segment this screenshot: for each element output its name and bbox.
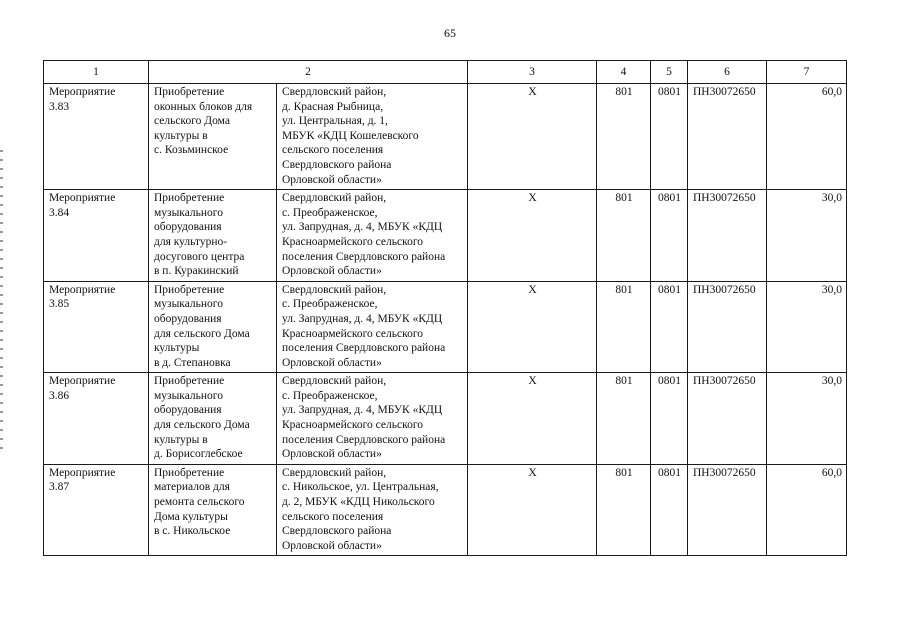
event-cell: Мероприятие 3.84 bbox=[44, 190, 149, 282]
col3-cell: Х bbox=[468, 464, 597, 556]
col6-cell: ПН30072650 bbox=[688, 281, 767, 373]
description-cell: Приобретение материалов для ремонта сельского Дома культуры в с. Никольское bbox=[149, 464, 277, 556]
address-cell: Свердловский район, д. Красная Рыбница, ул. Центральная, д. 1, МБУК «КДЦ Кошелевского сельского поселения Свердловского района Орловской области» bbox=[277, 84, 468, 190]
col4-cell: 801 bbox=[597, 281, 651, 373]
col7-cell: 30,0 bbox=[767, 190, 847, 282]
table-row bbox=[44, 464, 847, 556]
col3-cell: Х bbox=[468, 373, 597, 465]
header-col-7: 7 bbox=[767, 61, 847, 84]
table-header-row bbox=[44, 61, 847, 84]
col4-cell: 801 bbox=[597, 464, 651, 556]
address-cell: Свердловский район, с. Преображенское, ул. Запрудная, д. 4, МБУК «КДЦ Красноармейского сельского поселения Свердловского района Орловской области» bbox=[277, 190, 468, 282]
col5-cell: 0801 bbox=[651, 281, 688, 373]
col7-cell: 30,0 bbox=[767, 281, 847, 373]
col6-cell: ПН30072650 bbox=[688, 464, 767, 556]
table-row bbox=[44, 190, 847, 282]
header-col-5: 5 bbox=[651, 61, 688, 84]
table-row bbox=[44, 281, 847, 373]
col4-cell: 801 bbox=[597, 190, 651, 282]
col3-cell: Х bbox=[468, 281, 597, 373]
address-cell: Свердловский район, с. Преображенское, ул. Запрудная, д. 4, МБУК «КДЦ Красноармейского сельского поселения Свердловского района Орловской области» bbox=[277, 373, 468, 465]
col7-cell: 30,0 bbox=[767, 373, 847, 465]
table-row bbox=[44, 84, 847, 190]
event-cell: Мероприятие 3.85 bbox=[44, 281, 149, 373]
col7-cell: 60,0 bbox=[767, 84, 847, 190]
header-col-4: 4 bbox=[597, 61, 651, 84]
col6-cell: ПН30072650 bbox=[688, 84, 767, 190]
col4-cell: 801 bbox=[597, 84, 651, 190]
address-cell: Свердловский район, с. Преображенское, ул. Запрудная, д. 4, МБУК «КДЦ Красноармейского сельского поселения Свердловского района Орловской области» bbox=[277, 281, 468, 373]
event-cell: Мероприятие 3.86 bbox=[44, 373, 149, 465]
event-cell: Мероприятие 3.87 bbox=[44, 464, 149, 556]
col6-cell: ПН30072650 bbox=[688, 190, 767, 282]
col4-cell: 801 bbox=[597, 373, 651, 465]
col5-cell: 0801 bbox=[651, 464, 688, 556]
header-col-6: 6 bbox=[688, 61, 767, 84]
description-cell: Приобретение музыкального оборудования для сельского Дома культуры в д. Степановка bbox=[149, 281, 277, 373]
col6-cell: ПН30072650 bbox=[688, 373, 767, 465]
col5-cell: 0801 bbox=[651, 190, 688, 282]
col3-cell: Х bbox=[468, 84, 597, 190]
description-cell: Приобретение оконных блоков для сельского Дома культуры в с. Козьминское bbox=[149, 84, 277, 190]
address-cell: Свердловский район, с. Никольское, ул. Центральная, д. 2, МБУК «КДЦ Никольского сельского поселения Свердловского района Орловской области» bbox=[277, 464, 468, 556]
page-number: 65 bbox=[444, 26, 456, 40]
scan-margin-marks bbox=[0, 150, 3, 450]
event-cell: Мероприятие 3.83 bbox=[44, 84, 149, 190]
header-col-2: 2 bbox=[149, 61, 468, 84]
col5-cell: 0801 bbox=[651, 84, 688, 190]
measures-table bbox=[43, 60, 847, 556]
header-col-1: 1 bbox=[44, 61, 149, 84]
col3-cell: Х bbox=[468, 190, 597, 282]
col7-cell: 60,0 bbox=[767, 464, 847, 556]
table-row bbox=[44, 373, 847, 465]
description-cell: Приобретение музыкального оборудования для культурно- досугового центра в п. Куракинский bbox=[149, 190, 277, 282]
header-col-3: 3 bbox=[468, 61, 597, 84]
description-cell: Приобретение музыкального оборудования для сельского Дома культуры в д. Борисоглебское bbox=[149, 373, 277, 465]
col5-cell: 0801 bbox=[651, 373, 688, 465]
